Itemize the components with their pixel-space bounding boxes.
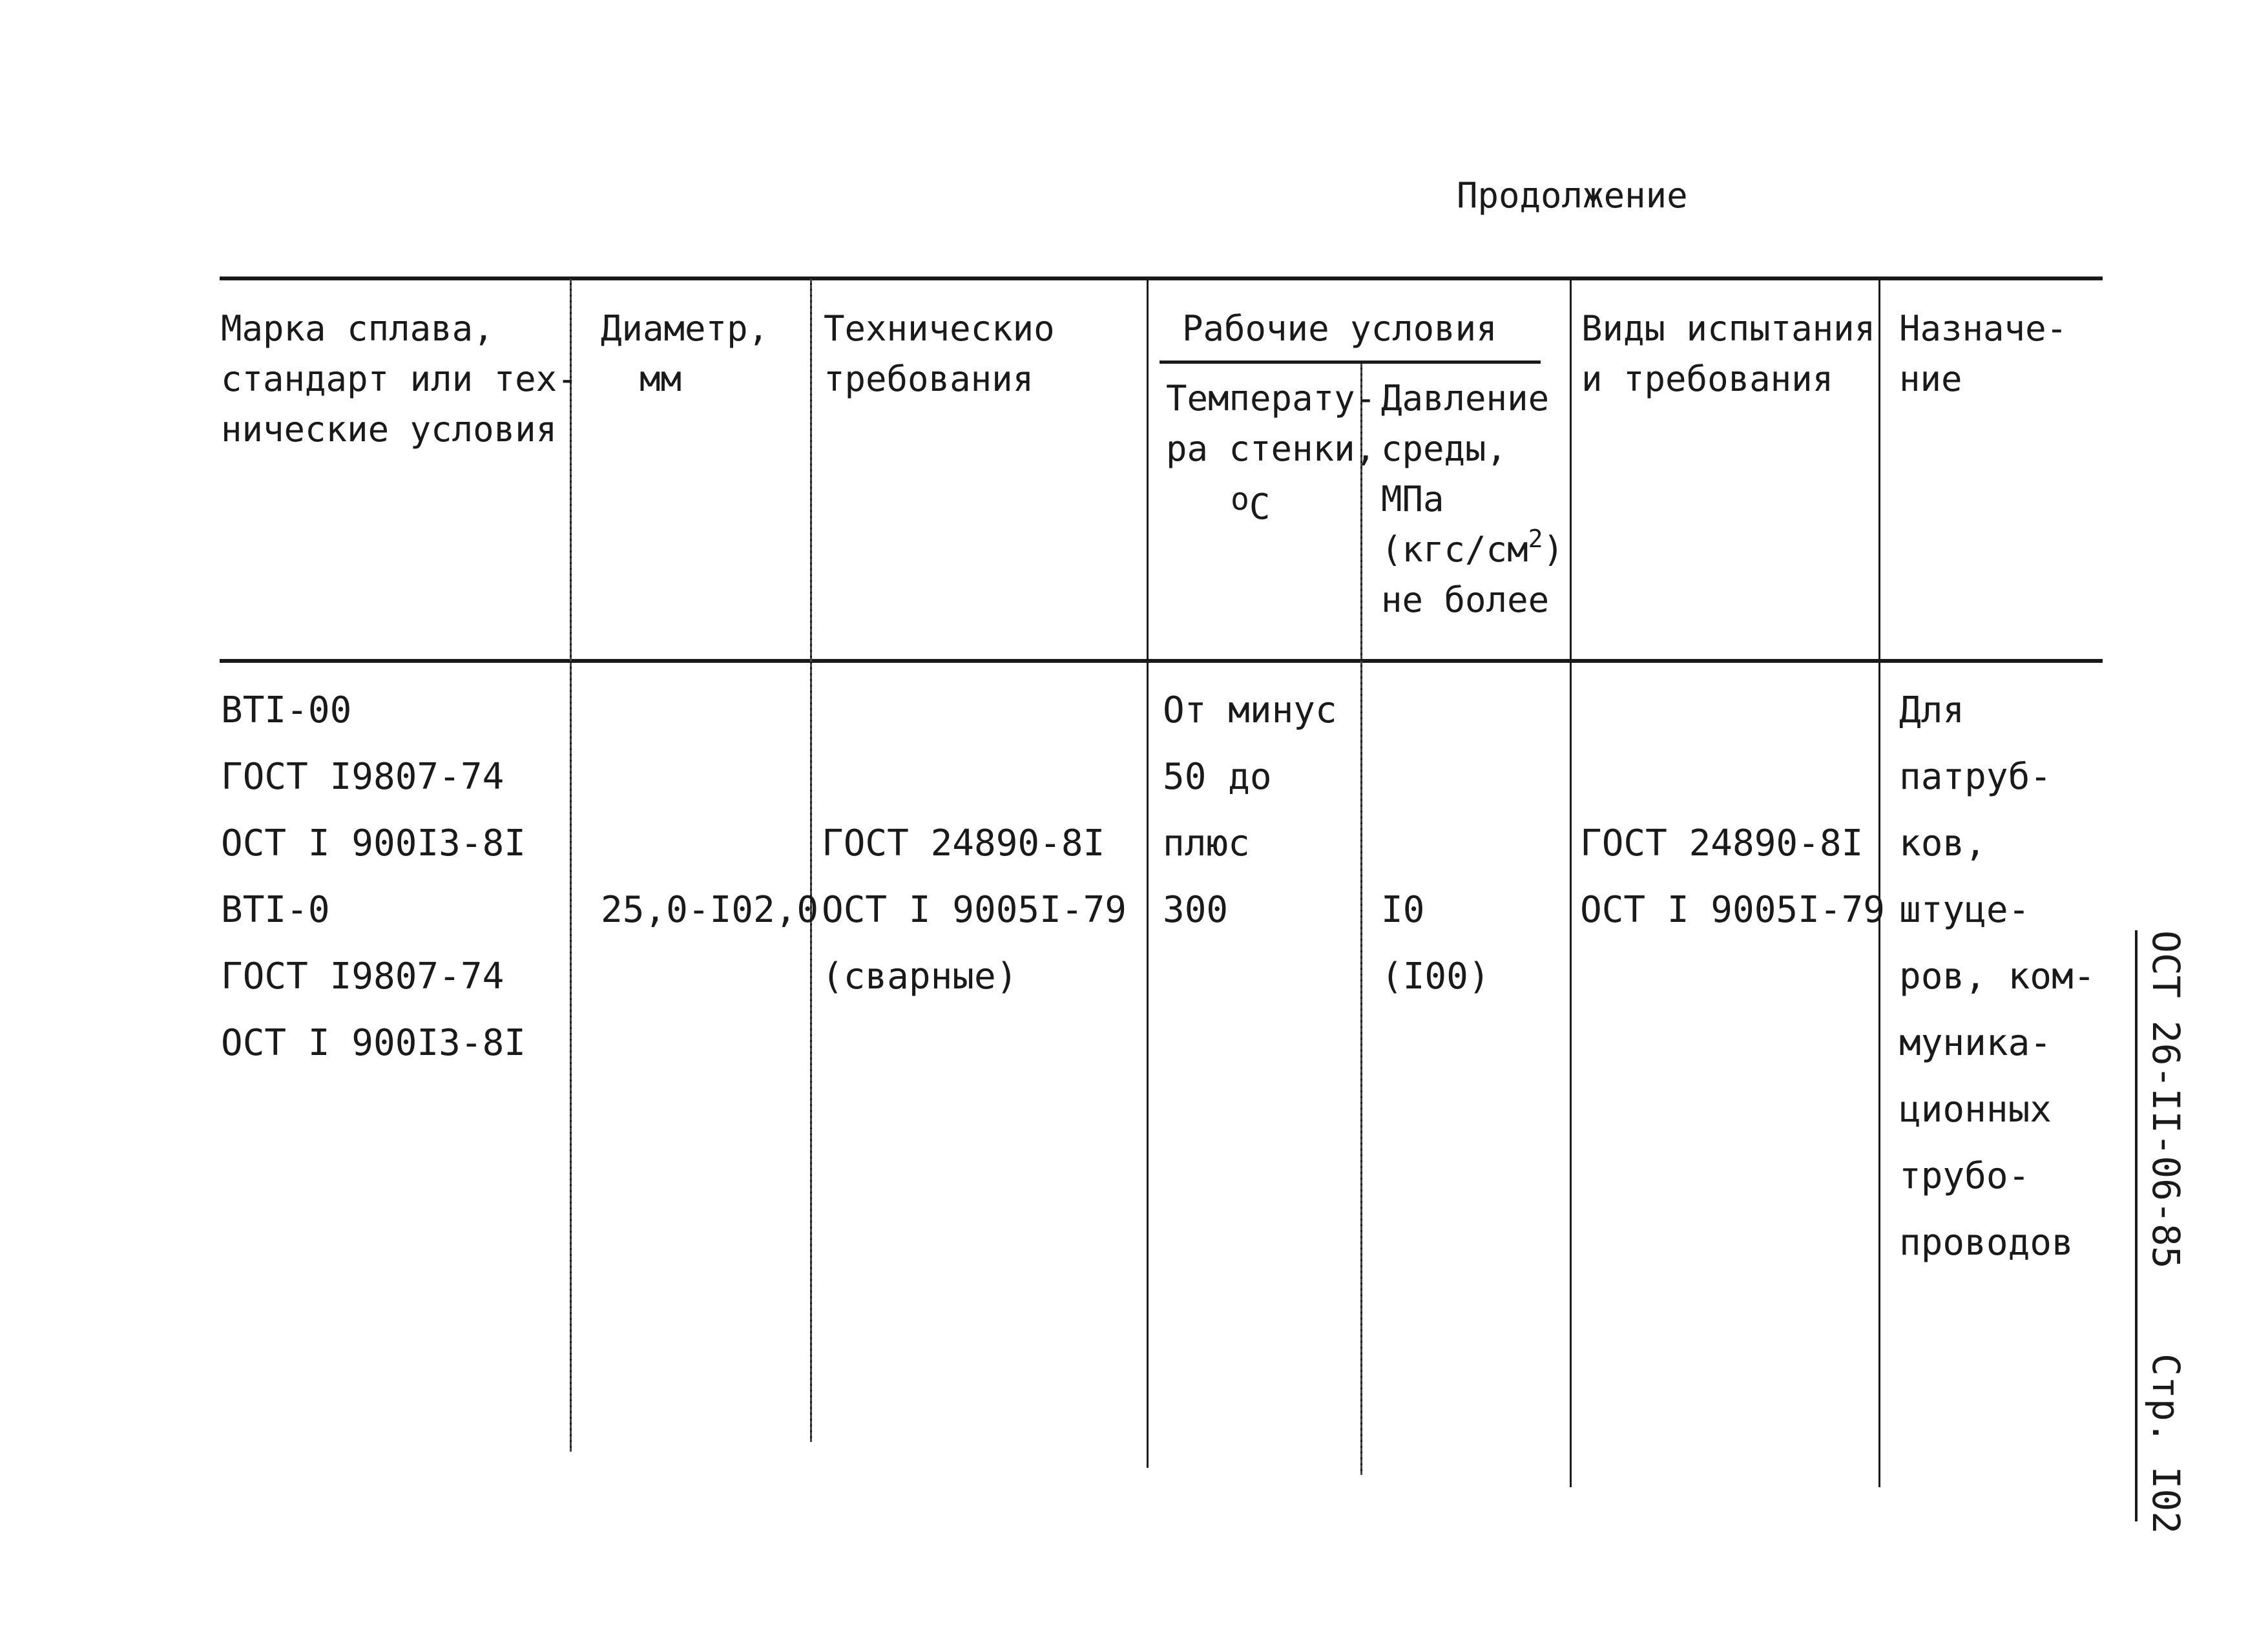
- pressure-exponent: 2: [1528, 525, 1543, 553]
- header-tech-req-line-1: Техническио: [824, 308, 1055, 349]
- alloy-row-1: ВТI-00: [221, 689, 352, 731]
- column-tech-req: [822, 677, 1127, 1076]
- header-purpose-line-1: Назначе-: [1899, 308, 2068, 349]
- header-pressure: [1381, 373, 1564, 625]
- header-tech-req: [824, 304, 1055, 404]
- purpose-row-6: муника-: [1899, 1022, 2052, 1064]
- alloy-row-5: ГОСТ I9807-74: [221, 956, 505, 997]
- column-temperature: [1163, 677, 1337, 1076]
- header-purpose-line-2: ние: [1899, 359, 1962, 399]
- continuation-label: Продолжение: [1457, 175, 1688, 216]
- purpose-row-3: ков,: [1899, 822, 1986, 864]
- header-tests: [1581, 304, 1875, 404]
- pressure-unit-close: ): [1543, 529, 1564, 570]
- diameter-row-1: [601, 677, 818, 744]
- header-working-conditions: [1182, 304, 1497, 354]
- header-diameter-line-1: Диаметр,: [601, 308, 769, 349]
- purpose-row-8: трубо-: [1899, 1155, 2030, 1197]
- pressure-row-5: (I00): [1381, 956, 1490, 997]
- column-diameter: [601, 677, 818, 1076]
- pressure-row-4: I0: [1381, 889, 1425, 931]
- column-pressure: [1381, 677, 1490, 1076]
- temperature-row-1: От минус: [1163, 689, 1337, 731]
- table-top-rule: [220, 277, 2103, 280]
- temperature-row-3: плюс: [1163, 822, 1250, 864]
- purpose-row-2: патруб-: [1899, 756, 2052, 798]
- tests-row-1: [1580, 677, 1885, 744]
- celsius-unit: С: [1249, 486, 1271, 527]
- purpose-row-4: штуце-: [1899, 889, 2030, 931]
- tech-req-row-2: [822, 744, 1127, 810]
- header-temperature: [1166, 373, 1376, 532]
- alloy-row-2: ГОСТ I9807-74: [221, 756, 505, 798]
- pressure-unit: (кгс/см: [1381, 529, 1528, 570]
- alloy-row-4: ВТI-0: [221, 889, 330, 931]
- column-tests: [1580, 677, 1885, 1076]
- tech-req-row-5: (сварные): [822, 956, 1018, 997]
- header-alloy-line-2: стандарт или тех-: [221, 359, 578, 399]
- temperature-row-2: 50 до: [1163, 756, 1272, 798]
- diameter-row-2: [601, 744, 818, 810]
- side-page-number: Стр. I02: [2144, 1353, 2188, 1534]
- diameter-row-3: [601, 810, 818, 877]
- diameter-row-5: [601, 943, 818, 1010]
- header-tech-req-line-2: требования: [824, 359, 1034, 399]
- pressure-row-6: [1381, 1010, 1490, 1076]
- tech-req-row-1: [822, 677, 1127, 744]
- header-pressure-line-1: Давление: [1381, 378, 1550, 419]
- tests-row-3: ГОСТ 24890-8I: [1580, 822, 1864, 864]
- alloy-row-6: ОСТ I 900I3-8I: [221, 1022, 526, 1064]
- diameter-row-4: 25,0-I02,0: [601, 889, 819, 931]
- header-pressure-line-3: МПа: [1381, 479, 1444, 519]
- header-pressure-line-4: [1381, 525, 1564, 575]
- tests-row-6: [1580, 1010, 1885, 1076]
- header-tests-line-1: Виды испытания: [1581, 308, 1876, 349]
- header-temperature-line-2: ра стенки,: [1166, 428, 1377, 469]
- purpose-row-9: проводов: [1899, 1222, 2074, 1264]
- header-temperature-line-1: Температу-: [1166, 378, 1377, 419]
- pressure-row-2: [1381, 744, 1490, 810]
- header-pressure-line-2: среды,: [1381, 428, 1508, 469]
- column-alloy: [221, 677, 526, 1076]
- header-diameter-line-2: мм: [640, 359, 682, 399]
- header-temperature-line-3: [1166, 474, 1376, 532]
- header-alloy-line-3: нические условия: [221, 409, 557, 450]
- temperature-row-6: [1163, 1010, 1337, 1076]
- column-divider-3: [1147, 279, 1149, 1468]
- temperature-row-4: 300: [1163, 889, 1229, 931]
- tech-req-row-3: ГОСТ 24890-8I: [822, 822, 1105, 864]
- pressure-row-1: [1381, 677, 1490, 744]
- header-purpose: [1899, 304, 2067, 404]
- pressure-row-3: [1381, 810, 1490, 877]
- tests-row-4: ОСТ I 9005I-79: [1580, 889, 1886, 931]
- diameter-row-6: [601, 1010, 818, 1076]
- purpose-row-5: ров, ком-: [1899, 956, 2096, 997]
- header-tests-line-2: и требования: [1581, 359, 1834, 399]
- purpose-row-7: ционных: [1899, 1089, 2052, 1131]
- header-working-conditions-label: Рабочие условия: [1182, 308, 1497, 349]
- header-pressure-line-5: не более: [1381, 580, 1550, 620]
- degree-symbol: о: [1231, 481, 1249, 517]
- header-bottom-rule: [220, 659, 2103, 663]
- header-diameter: [601, 304, 769, 404]
- side-stamp-rule: [2135, 930, 2138, 1521]
- column-divider-1: [570, 279, 572, 1452]
- tech-req-row-6: [822, 1010, 1127, 1076]
- alloy-row-3: ОСТ I 900I3-8I: [221, 822, 526, 864]
- tests-row-5: [1580, 943, 1885, 1010]
- tests-row-2: [1580, 744, 1885, 810]
- purpose-row-1: Для: [1899, 689, 1965, 731]
- working-conditions-rule: [1160, 360, 1541, 364]
- column-purpose: [1899, 677, 2095, 1276]
- side-document-code: ОСТ 26-II-06-85: [2144, 930, 2188, 1269]
- header-alloy-line-1: Марка сплава,: [221, 308, 494, 349]
- temperature-row-5: [1163, 943, 1337, 1010]
- header-alloy: [221, 304, 578, 455]
- tech-req-row-4: ОСТ I 9005I-79: [822, 889, 1127, 931]
- column-divider-5: [1570, 279, 1572, 1487]
